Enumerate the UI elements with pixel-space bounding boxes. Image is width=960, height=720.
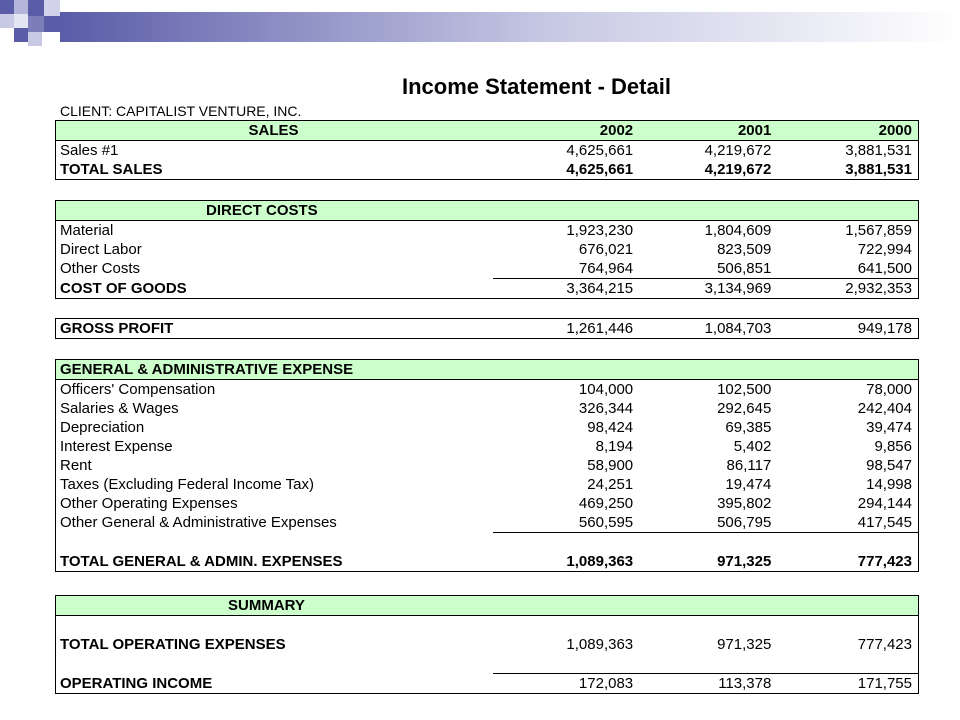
cell-value: 777,423: [857, 553, 912, 570]
cell-value: 19,474: [725, 476, 772, 493]
cell-value: 971,325: [717, 553, 772, 570]
cell-value: 9,856: [874, 438, 912, 455]
row-label: GROSS PROFIT: [60, 320, 174, 337]
row-label: TOTAL GENERAL & ADMIN. EXPENSES: [60, 553, 343, 570]
table-row: [56, 513, 919, 533]
year-header: 2001: [639, 121, 777, 141]
cell-value: 3,881,531: [845, 142, 912, 159]
cell-value: 560,595: [493, 513, 639, 533]
year-header: 2000: [777, 121, 918, 141]
summary-table: [55, 595, 919, 694]
row-label: Interest Expense: [60, 438, 173, 455]
cell-value: 113,378: [718, 675, 772, 692]
cell-value: 24,251: [587, 476, 634, 493]
row-label: Other Operating Expenses: [60, 495, 238, 512]
row-label: Sales #1: [60, 142, 119, 159]
spacer-row: [56, 533, 919, 553]
row-label: Direct Labor: [60, 241, 142, 258]
deco-square: [44, 0, 60, 16]
table-row: [56, 240, 919, 259]
gradient-bar: [60, 12, 960, 42]
row-label: Rent: [60, 457, 92, 474]
row-label: Salaries & Wages: [60, 400, 179, 417]
table-header-row: [56, 121, 919, 141]
row-label: TOTAL OPERATING EXPENSES: [60, 636, 286, 653]
cell-value: 5,402: [733, 438, 772, 455]
decorative-header: [0, 0, 960, 60]
cell-value: 1,084,703: [704, 320, 772, 337]
cell-value: 417,545: [777, 513, 918, 533]
row-label: Officers' Compensation: [60, 381, 216, 398]
cell-value: 39,474: [866, 419, 912, 436]
cell-value: 823,509: [717, 241, 772, 258]
page-title: Income Statement - Detail: [402, 74, 671, 99]
cell-value: 292,645: [717, 400, 772, 417]
deco-square: [0, 14, 14, 28]
cell-value: 3,364,215: [566, 280, 634, 297]
total-row: [56, 674, 919, 694]
deco-square: [0, 0, 14, 14]
table-row: [56, 380, 919, 400]
gross-profit-table: [55, 318, 919, 339]
year-header: 2002: [493, 121, 639, 141]
cell-value: 676,021: [578, 241, 634, 258]
table-row: [56, 456, 919, 475]
cell-value: 326,344: [578, 400, 634, 417]
total-row: [56, 160, 919, 180]
cell-value: 469,250: [578, 495, 634, 512]
ga-expense-table: [55, 359, 919, 572]
client-name: CLIENT: CAPITALIST VENTURE, INC.: [60, 103, 302, 119]
cell-value: 294,144: [857, 495, 912, 512]
deco-square: [44, 16, 60, 32]
row-label: Material: [60, 222, 114, 239]
cell-value: 14,998: [866, 476, 912, 493]
cell-value: 1,261,446: [566, 320, 634, 337]
cell-value: 171,755: [857, 675, 912, 692]
section-header: GENERAL & ADMINISTRATIVE EXPENSE: [56, 360, 494, 380]
row-label: Taxes (Excluding Federal Income Tax): [60, 476, 315, 493]
cell-value: 98,547: [866, 457, 912, 474]
cell-value: 1,567,859: [845, 222, 912, 239]
cell-value: 86,117: [726, 457, 772, 474]
table-row: [56, 437, 919, 456]
cell-value: 242,404: [857, 400, 912, 417]
cell-value: 1,923,230: [566, 222, 634, 239]
section-header: SALES: [56, 121, 494, 141]
cell-value: 69,385: [725, 419, 772, 436]
table-row: [56, 399, 919, 418]
spacer-row: [56, 654, 919, 674]
cell-value: 506,851: [639, 259, 777, 279]
table-header-row: [56, 596, 919, 616]
cell-value: 3,881,531: [845, 161, 912, 178]
cell-value: 8,194: [595, 438, 634, 455]
cell-value: 58,900: [587, 457, 634, 474]
cell-value: 4,625,661: [566, 142, 634, 159]
cell-value: 1,804,609: [704, 222, 772, 239]
cell-value: 78,000: [866, 381, 912, 398]
table-row: [56, 259, 919, 279]
deco-square: [28, 32, 42, 46]
spacer-row: [56, 616, 919, 636]
cell-value: 971,325: [717, 636, 772, 653]
cell-value: 777,423: [857, 636, 912, 653]
row-label: Other Costs: [60, 260, 141, 278]
cell-value: 4,219,672: [704, 161, 772, 178]
section-header: SUMMARY: [56, 596, 494, 616]
table-header-row: [56, 201, 919, 221]
cell-value: 102,500: [717, 381, 772, 398]
cell-value: 641,500: [777, 259, 918, 279]
total-row: [56, 635, 919, 654]
deco-square: [28, 16, 44, 32]
cell-value: 722,994: [857, 241, 912, 258]
row-label: TOTAL SALES: [60, 161, 163, 178]
table-row: [56, 418, 919, 437]
total-row: [56, 279, 919, 299]
table-row: [56, 221, 919, 241]
cell-value: 395,802: [717, 495, 772, 512]
table-row: [56, 494, 919, 513]
section-header: DIRECT COSTS: [56, 201, 494, 221]
deco-square: [14, 0, 28, 14]
direct-costs-table: [55, 200, 919, 299]
cell-value: 3,134,969: [704, 280, 772, 297]
deco-square: [14, 14, 28, 28]
cell-value: 4,625,661: [566, 161, 634, 178]
cell-value: 1,089,363: [566, 553, 634, 570]
row-label: COST OF GOODS: [60, 279, 187, 297]
cell-value: 4,219,672: [704, 142, 772, 159]
cell-value: 764,964: [493, 259, 639, 279]
deco-square: [14, 28, 28, 42]
cell-value: 172,083: [578, 675, 634, 692]
row-label: OPERATING INCOME: [60, 674, 213, 692]
table-header-row: [56, 360, 919, 380]
cell-value: 949,178: [857, 320, 912, 337]
total-row: [56, 319, 919, 339]
cell-value: 1,089,363: [566, 636, 634, 653]
table-row: [56, 475, 919, 494]
cell-value: 2,932,353: [845, 280, 912, 297]
row-label: Other General & Administrative Expenses: [60, 514, 337, 532]
cell-value: 506,795: [639, 513, 777, 533]
sales-table: [55, 120, 919, 180]
cell-value: 98,424: [587, 419, 634, 436]
table-row: [56, 141, 919, 161]
cell-value: 104,000: [578, 381, 634, 398]
deco-square: [28, 0, 44, 16]
total-row: [56, 552, 919, 572]
row-label: Depreciation: [60, 419, 145, 436]
